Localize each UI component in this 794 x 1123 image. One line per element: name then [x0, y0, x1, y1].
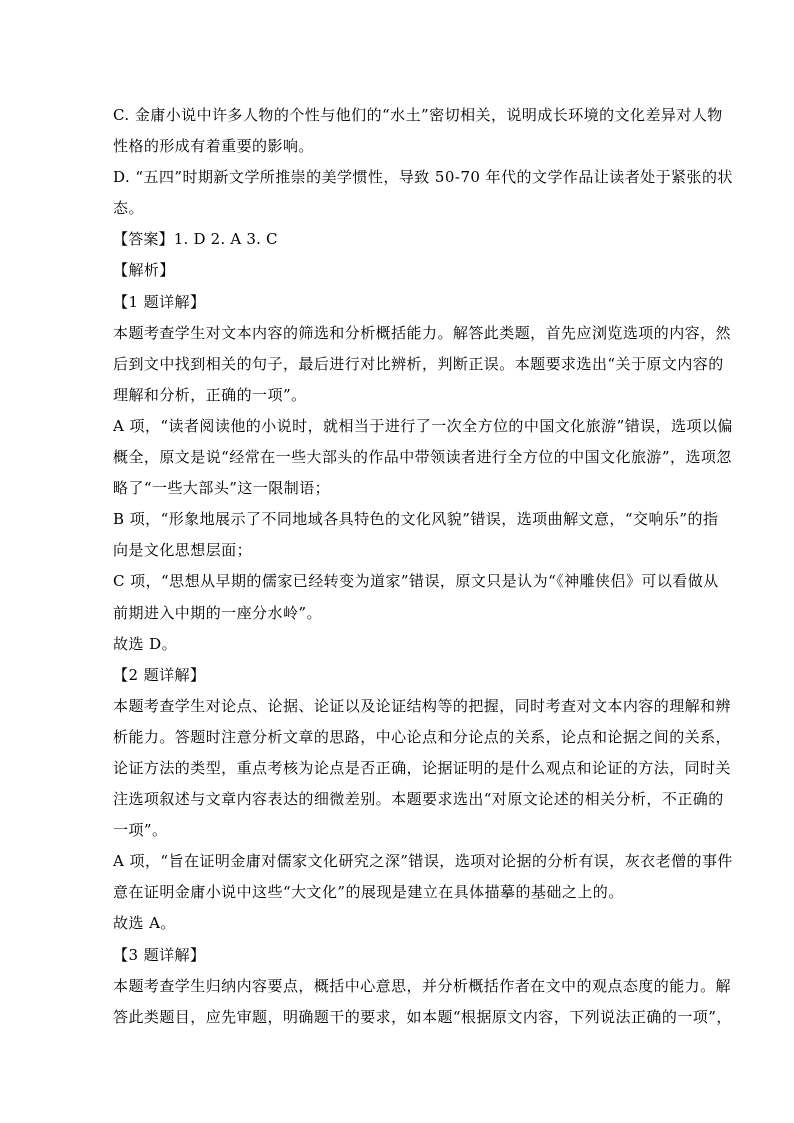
question-1-option-b-line-2: 向是文化思想层面； — [113, 541, 253, 560]
option-c-line-1: C. 金庸小说中许多人物的个性与他们的“水土”密切相关，说明成长环境的文化差异对人物 — [113, 106, 723, 124]
question-2-option-a-line-2: 意在证明金庸小说中这些“大文化”的展现是建立在具体描摹的基础之上的。 — [113, 883, 624, 902]
question-1-option-a-line-2: 概全，原文是说“经常在一些大部头的作品中带领读者进行全方位的中国文化旅游”，选项忽 — [113, 448, 732, 467]
question-3-paragraph-line-1: 本题考查学生归纳内容要点，概括中心意思，并分析概括作者在文中的观点态度的能力。解 — [113, 976, 732, 995]
option-c-line-2: 性格的形成有着重要的影响。 — [113, 137, 314, 156]
question-2-option-a-line-1: A 项，“旨在证明金庸对儒家文化研究之深”错误，选项对论据的分析有误，灰衣老僧的事件 — [113, 852, 733, 871]
answer-line: 【答案】1. D 2. A 3. C — [113, 230, 278, 249]
question-1-paragraph-line-1: 本题考查学生对文本内容的筛选和分析概括能力。解答此类题，首先应浏览选项的内容，然 — [113, 323, 732, 342]
question-2-paragraph-line-3: 论证方法的类型，重点考核为论点是否正确，论据证明的是什么观点和论证的方法，同时关 — [113, 758, 732, 777]
question-2-paragraph-line-2: 析能力。答题时注意分析文章的思路，中心论点和分论点的关系，论点和论据之间的关系， — [113, 727, 732, 746]
question-1-paragraph-line-3: 理解和分析，正确的一项”。 — [113, 385, 307, 404]
question-1-option-c-line-1: C 项，“思想从早期的儒家已经转变为道家”错误，原文只是认为“《神雕侠侣》可以看做从 — [113, 572, 719, 591]
question-1-heading: 【1 题详解】 — [113, 292, 206, 311]
question-2-paragraph-line-5: 一项”。 — [113, 821, 168, 840]
question-1-option-c-line-2: 前期进入中期的一座分水岭”。 — [113, 603, 322, 622]
document-page — [113, 100, 733, 1033]
question-2-heading: 【2 题详解】 — [113, 665, 206, 684]
question-2-paragraph-line-1: 本题考查学生对论点、论据、论证以及论证结构等的把握，同时考查对文本内容的理解和辨 — [113, 696, 732, 715]
question-3-paragraph-line-2: 答此类题目，应先审题，明确题干的要求，如本题“根据原文内容，下列说法正确的一项”， — [113, 1007, 732, 1026]
analysis-heading: 【解析】 — [113, 261, 175, 280]
question-1-option-a-line-3: 略了“一些大部头”这一限制语； — [113, 479, 331, 498]
option-d-line-2: 态。 — [113, 199, 144, 218]
question-1-paragraph-line-2: 后到文中找到相关的句子，最后进行对比辨析，判断正误。本题要求选出“关于原文内容的 — [113, 354, 724, 373]
question-1-option-a-line-1: A 项，“读者阅读他的小说时，就相当于进行了一次全方位的中国文化旅游”错误，选项以偏 — [113, 416, 733, 435]
question-2-paragraph-line-4: 注选项叙述与文章内容表达的细微差别。本题要求选出“对原文论述的相关分析，不正确的 — [113, 790, 724, 809]
option-d-line-1: D. “五四”时期新文学所推崇的美学惯性，导致 50-70 年代的文学作品让读者处于紧张的状 — [113, 168, 733, 187]
question-2-conclusion: 故选 A。 — [113, 914, 176, 933]
question-1-conclusion: 故选 D。 — [113, 634, 178, 653]
question-1-option-b-line-1: B 项，“形象地展示了不同地域各具特色的文化风貌”错误，选项曲解文意，“交响乐”的指 — [113, 510, 719, 529]
question-3-heading: 【3 题详解】 — [113, 945, 206, 964]
